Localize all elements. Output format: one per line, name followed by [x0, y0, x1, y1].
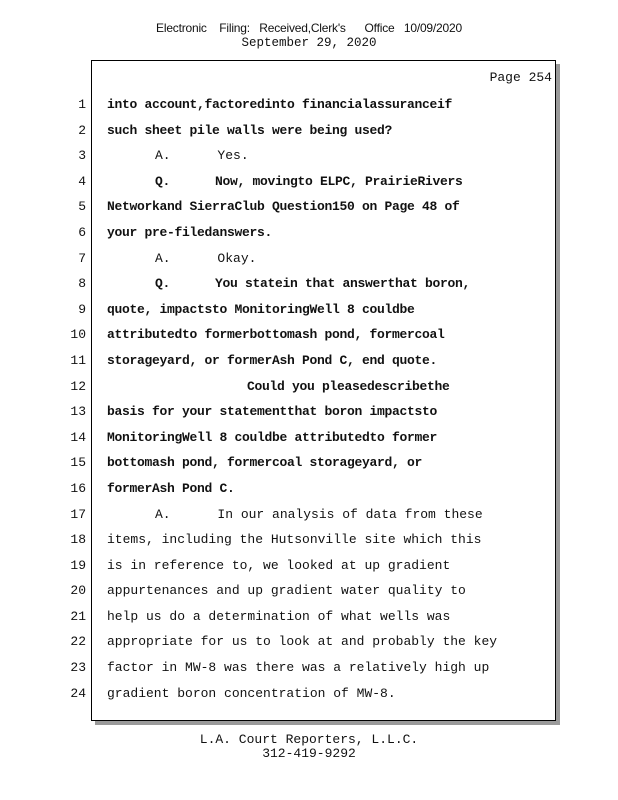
transcript-line: items, including the Hutsonville site which this: [107, 532, 482, 548]
line-number: 18: [70, 532, 86, 548]
line-number: 10: [70, 327, 86, 343]
line-number: 19: [70, 557, 86, 573]
transcript-line: your pre-filedanswers.: [107, 224, 273, 240]
transcript-line: Q. Now, movingto ELPC, PrairieRivers: [155, 173, 463, 189]
line-numbers: [62, 92, 86, 706]
transcript-line: help us do a determination of what wells was: [107, 608, 451, 624]
line-number: 7: [78, 250, 86, 266]
line-number: 3: [78, 148, 86, 164]
reporter-phone: 312-419-9292: [262, 746, 356, 761]
transcript-line: Q. You statein that answerthat boron,: [155, 276, 471, 292]
transcript-line: formerAsh Pond C.: [107, 480, 235, 496]
line-number: 23: [70, 660, 86, 676]
transcript-line: into account,factoredinto financialassuranceif: [107, 97, 453, 112]
transcript-line: A. In our analysis of data from these: [155, 506, 483, 522]
transcript-line: appropriate for us to look at and probably the key: [107, 634, 498, 650]
transcript-line: basis for your statementthat boron impactsto: [107, 404, 438, 420]
transcript-line: appurtenances and up gradient water quality to: [107, 583, 466, 599]
line-number: 5: [78, 199, 86, 215]
line-number: 17: [70, 506, 86, 522]
transcript-line: Could you pleasedescribethe: [247, 378, 450, 394]
transcript-line: Networkand SierraClub Question150 on Page 48 of: [107, 199, 460, 215]
line-number: 9: [78, 301, 86, 317]
line-number: 2: [78, 122, 86, 138]
transcript-line: attributedto formerbottomash pond, formercoal: [107, 327, 445, 343]
transcript-line: A. Okay.: [155, 250, 257, 266]
line-number: 1: [78, 97, 86, 112]
reporter-company: L.A. Court Reporters, L.L.C.: [199, 732, 419, 747]
line-number: 21: [70, 608, 86, 624]
line-number: 15: [70, 455, 86, 471]
filing-stamp: Electronic Filing: Received,Clerk's Office 10/09/2020: [156, 21, 462, 35]
line-number: 24: [70, 685, 86, 701]
transcript-line: is in reference to, we looked at up gradient: [107, 557, 451, 573]
transcript-line: bottomash pond, formercoal storageyard, or: [107, 455, 423, 471]
transcript-line: MonitoringWell 8 couldbe attributedto former: [107, 429, 438, 445]
page-number: Page 254: [489, 70, 552, 85]
line-number: 12: [70, 378, 86, 394]
line-number: 8: [78, 276, 86, 292]
line-number: 13: [70, 404, 86, 420]
line-number: 20: [70, 583, 86, 599]
transcript-line: storageyard, or formerAsh Pond C, end quote.: [107, 352, 438, 368]
line-number: 6: [78, 224, 86, 240]
transcript-line: quote, impactsto MonitoringWell 8 couldbe: [107, 301, 415, 317]
transcript-text: [107, 92, 552, 706]
line-number: 11: [70, 352, 86, 368]
line-number: 14: [70, 429, 86, 445]
line-number: 16: [70, 480, 86, 496]
transcript-line: gradient boron concentration of MW-8.: [107, 685, 396, 701]
line-number: 4: [78, 173, 86, 189]
transcript-line: A. Yes.: [155, 148, 249, 164]
transcript-line: factor in MW-8 was there was a relatively high up: [107, 660, 490, 676]
line-number: 22: [70, 634, 86, 650]
transcript-line: such sheet pile walls were being used?: [107, 122, 393, 138]
transcript-date: September 29, 2020: [241, 36, 377, 50]
